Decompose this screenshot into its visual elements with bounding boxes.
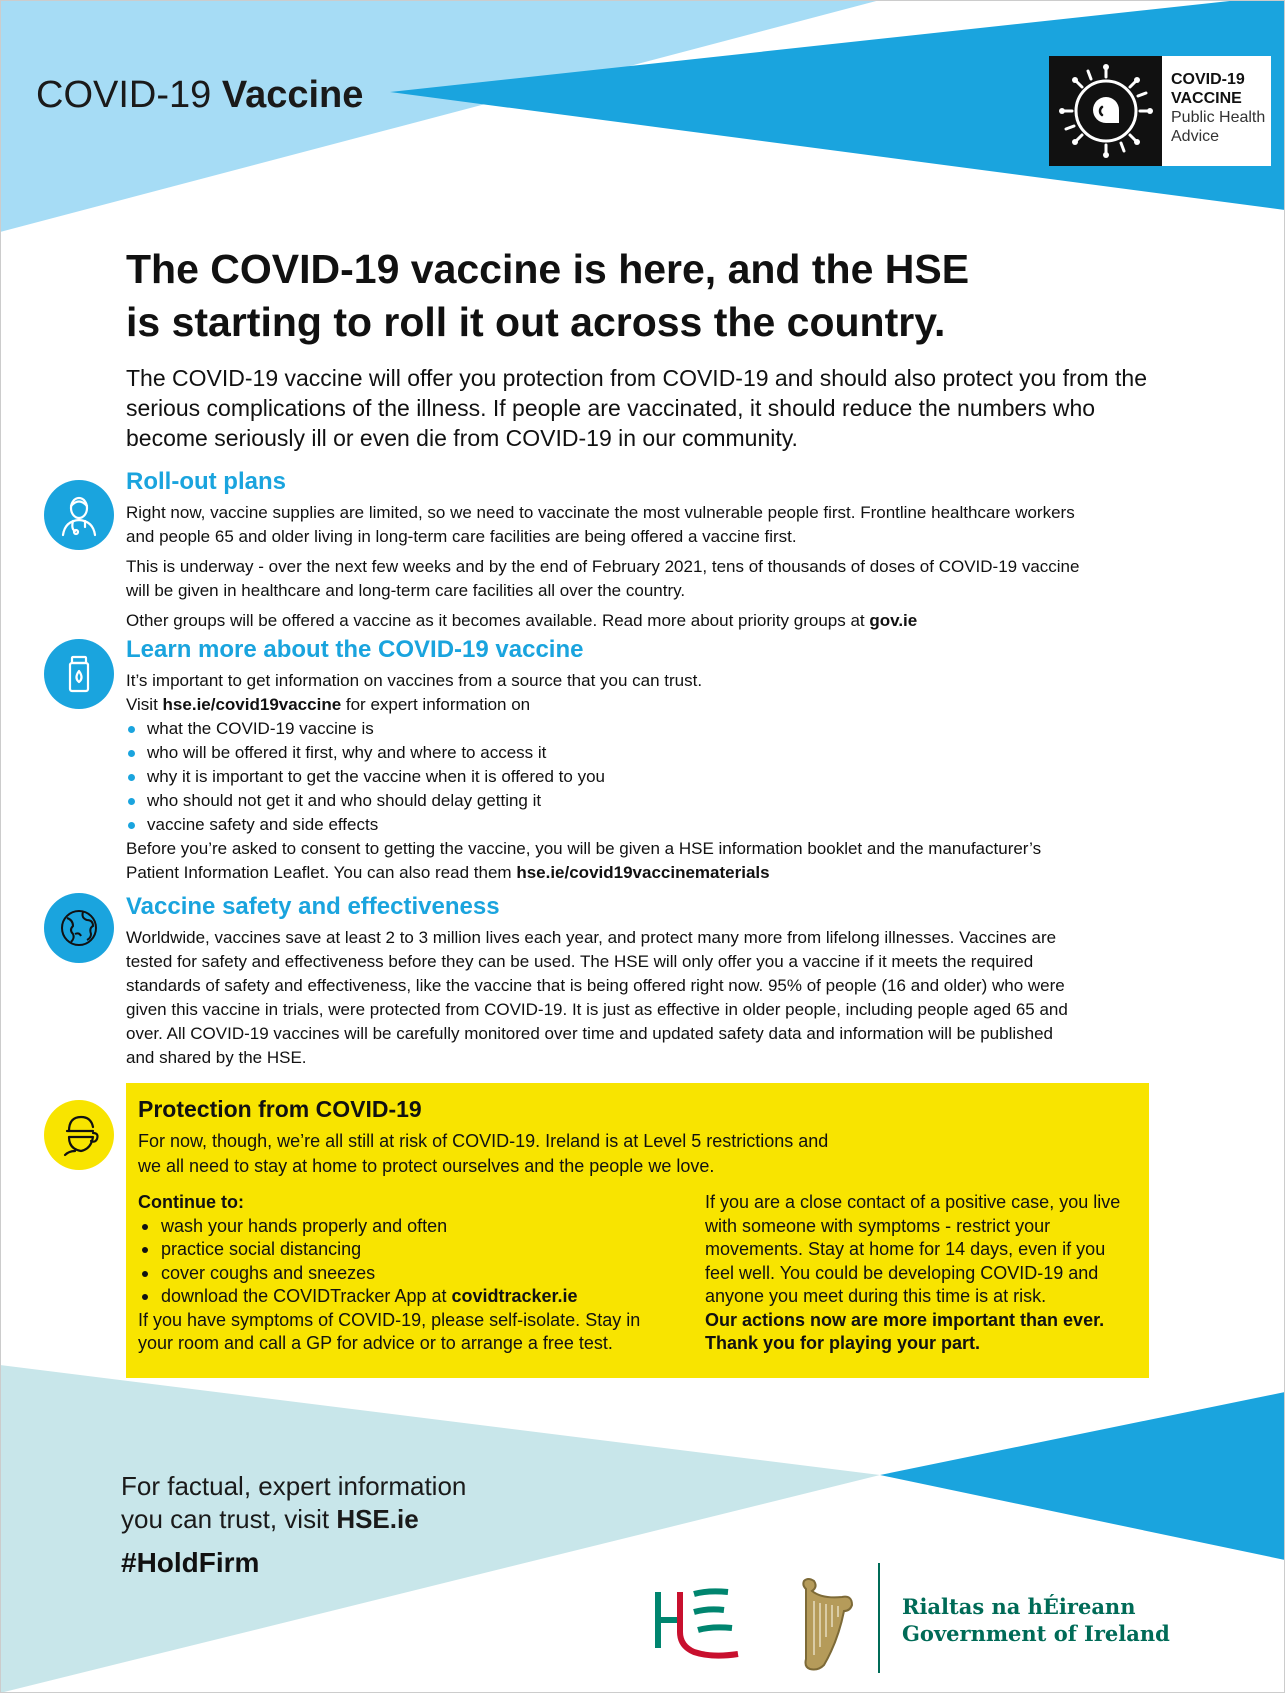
gov-line-irish: Rialtas na hÉireann — [902, 1594, 1136, 1619]
page-headline — [126, 243, 1146, 349]
close-contact-text: If you are a close contact of a positive case, you live with someone with symptoms - restrict your movements. Stay at home for 14 days, even if you feel well. You could be developing COVID-19 and anyone you meet during this time is at risk. — [705, 1192, 1121, 1306]
rollout-paragraph-2: This is underway - over the next few weeks and by the end of February 2021, tens of thousands of doses of COVID-19 vaccine will be given in healthcare and long-term care facilities all over the country. — [126, 557, 1080, 600]
badge-line-3: Public Health — [1171, 109, 1266, 126]
learn-bullet-list — [126, 717, 1086, 837]
covidtracker-link[interactable]: covidtracker.ie — [451, 1286, 578, 1306]
continue-label: Continue to: — [138, 1192, 244, 1212]
hse-logo — [654, 1584, 754, 1662]
list-item: cover coughs and sneezes — [138, 1262, 678, 1286]
healthcare-worker-icon — [44, 480, 114, 550]
rollout-title: Roll-out plans — [126, 468, 286, 495]
list-item: what the COVID-19 vaccine is — [126, 717, 1086, 741]
learn-title: Learn more about the COVID-19 vaccine — [126, 636, 584, 663]
rollout-paragraph-3: Other groups will be offered a vaccine as it becomes available. Read more about priority groups at gov.ie — [126, 611, 918, 630]
closing-line-1: Our actions now are more important than ever. — [705, 1309, 1105, 1330]
footer-line-1: For factual, expert information — [121, 1471, 467, 1501]
hashtag: #HoldFirm — [121, 1547, 260, 1578]
hse-vaccine-materials-link[interactable]: hse.ie/covid19vaccinematerials — [516, 863, 770, 882]
learn-body — [126, 669, 1086, 885]
safety-title: Vaccine safety and effectiveness — [126, 893, 500, 920]
safety-body — [126, 926, 1086, 1070]
face-mask-icon — [44, 1100, 114, 1170]
hse-ie-link[interactable]: HSE.ie — [336, 1504, 419, 1534]
badge-text — [1162, 56, 1265, 166]
rollout-paragraph-1: Right now, vaccine supplies are limited, so we need to vaccinate the most vulnerable people first. Frontline healthcare workers and people 65 and older living in long-term care facilities are being offered a vaccine first. — [126, 503, 1075, 546]
protection-bullet-list — [138, 1215, 678, 1309]
badge-line-1: COVID-19 — [1171, 71, 1245, 88]
vaccine-vial-icon — [44, 639, 114, 709]
gov-ie-link[interactable]: gov.ie — [869, 611, 918, 630]
hse-covid19vaccine-link[interactable]: hse.ie/covid19vaccine — [162, 695, 342, 714]
rollout-body — [126, 501, 1086, 639]
list-item: vaccine safety and side effects — [126, 813, 1086, 837]
virus-drop-icon — [1049, 56, 1162, 166]
intro-paragraph: The COVID-19 vaccine will offer you protection from COVID-19 and should also protect you from the serious complications of the illness. If people are vaccinated, it should reduce the numbers who become seriously ill or even die from COVID-19 in our community. — [126, 365, 1147, 451]
symptoms-text: If you have symptoms of COVID-19, please self-isolate. Stay in your room and call a GP for advice or to arrange a free test. — [138, 1309, 641, 1353]
list-item: wash your hands properly and often — [138, 1215, 678, 1239]
list-item: practice social distancing — [138, 1238, 678, 1262]
header-title: COVID-19 Vaccine — [36, 74, 364, 116]
government-of-ireland-logo — [902, 1593, 1170, 1647]
learn-paragraph-2: Visit hse.ie/covid19vaccine for expert information on — [126, 695, 531, 714]
learn-paragraph-1: It’s important to get information on vaccines from a source that you can trust. — [126, 671, 703, 690]
list-item: why it is important to get the vaccine when it is offered to you — [126, 765, 1086, 789]
list-item: who will be offered it first, why and where to access it — [126, 741, 1086, 765]
list-item: who should not get it and who should delay getting it — [126, 789, 1086, 813]
footer-line-2: you can trust, visit HSE.ie — [121, 1504, 419, 1534]
safety-paragraph: Worldwide, vaccines save at least 2 to 3 million lives each year, and protect many more from lifelong illnesses. Vaccines are tested for safety and effectiveness before they can be used. The HSE will only offer you a vaccine if it meets the required standards of safety and effectiveness, like the vaccine that is being offered right now. 95% of people (16 and older) who were given this vaccine in trials, were protected from COVID-19. It is just as effective in older people, including people aged 65 and over. All COVID-19 vaccines will be carefully monitored over time and updated safety data and information will be published and shared by the HSE. — [126, 928, 1068, 1067]
list-item: download the COVIDTracker App at covidtracker.ie — [138, 1285, 678, 1309]
bg-triangle-bottom-right — [880, 1392, 1285, 1560]
harp-emblem-icon — [792, 1575, 858, 1671]
government-divider — [878, 1563, 880, 1673]
closing-line-2: Thank you for playing your part. — [705, 1333, 981, 1353]
gov-line-english: Government of Ireland — [902, 1621, 1170, 1646]
protection-left-column — [138, 1191, 678, 1356]
globe-icon — [44, 893, 114, 963]
covid-vaccine-badge — [1049, 56, 1271, 166]
badge-line-2: VACCINE — [1171, 90, 1242, 107]
headline-line-2: is starting to roll it out across the country. — [126, 299, 946, 345]
footer-info — [121, 1470, 466, 1536]
protection-title: Protection from COVID-19 — [138, 1096, 422, 1122]
protection-intro: For now, though, we’re all still at risk of COVID-19. Ireland is at Level 5 restrictions and we all need to stay at home to protect ourselves and the people we love. — [138, 1131, 829, 1176]
learn-paragraph-3: Before you’re asked to consent to getting the vaccine, you will be given a HSE information booklet and the manufacturer’s Patient Information Leaflet. You can also read them hse.ie/covid19vaccinematerials — [126, 839, 1042, 882]
headline-line-1: The COVID-19 vaccine is here, and the HSE — [126, 246, 970, 292]
badge-line-4: Advice — [1171, 128, 1220, 145]
protection-right-column — [705, 1191, 1135, 1356]
